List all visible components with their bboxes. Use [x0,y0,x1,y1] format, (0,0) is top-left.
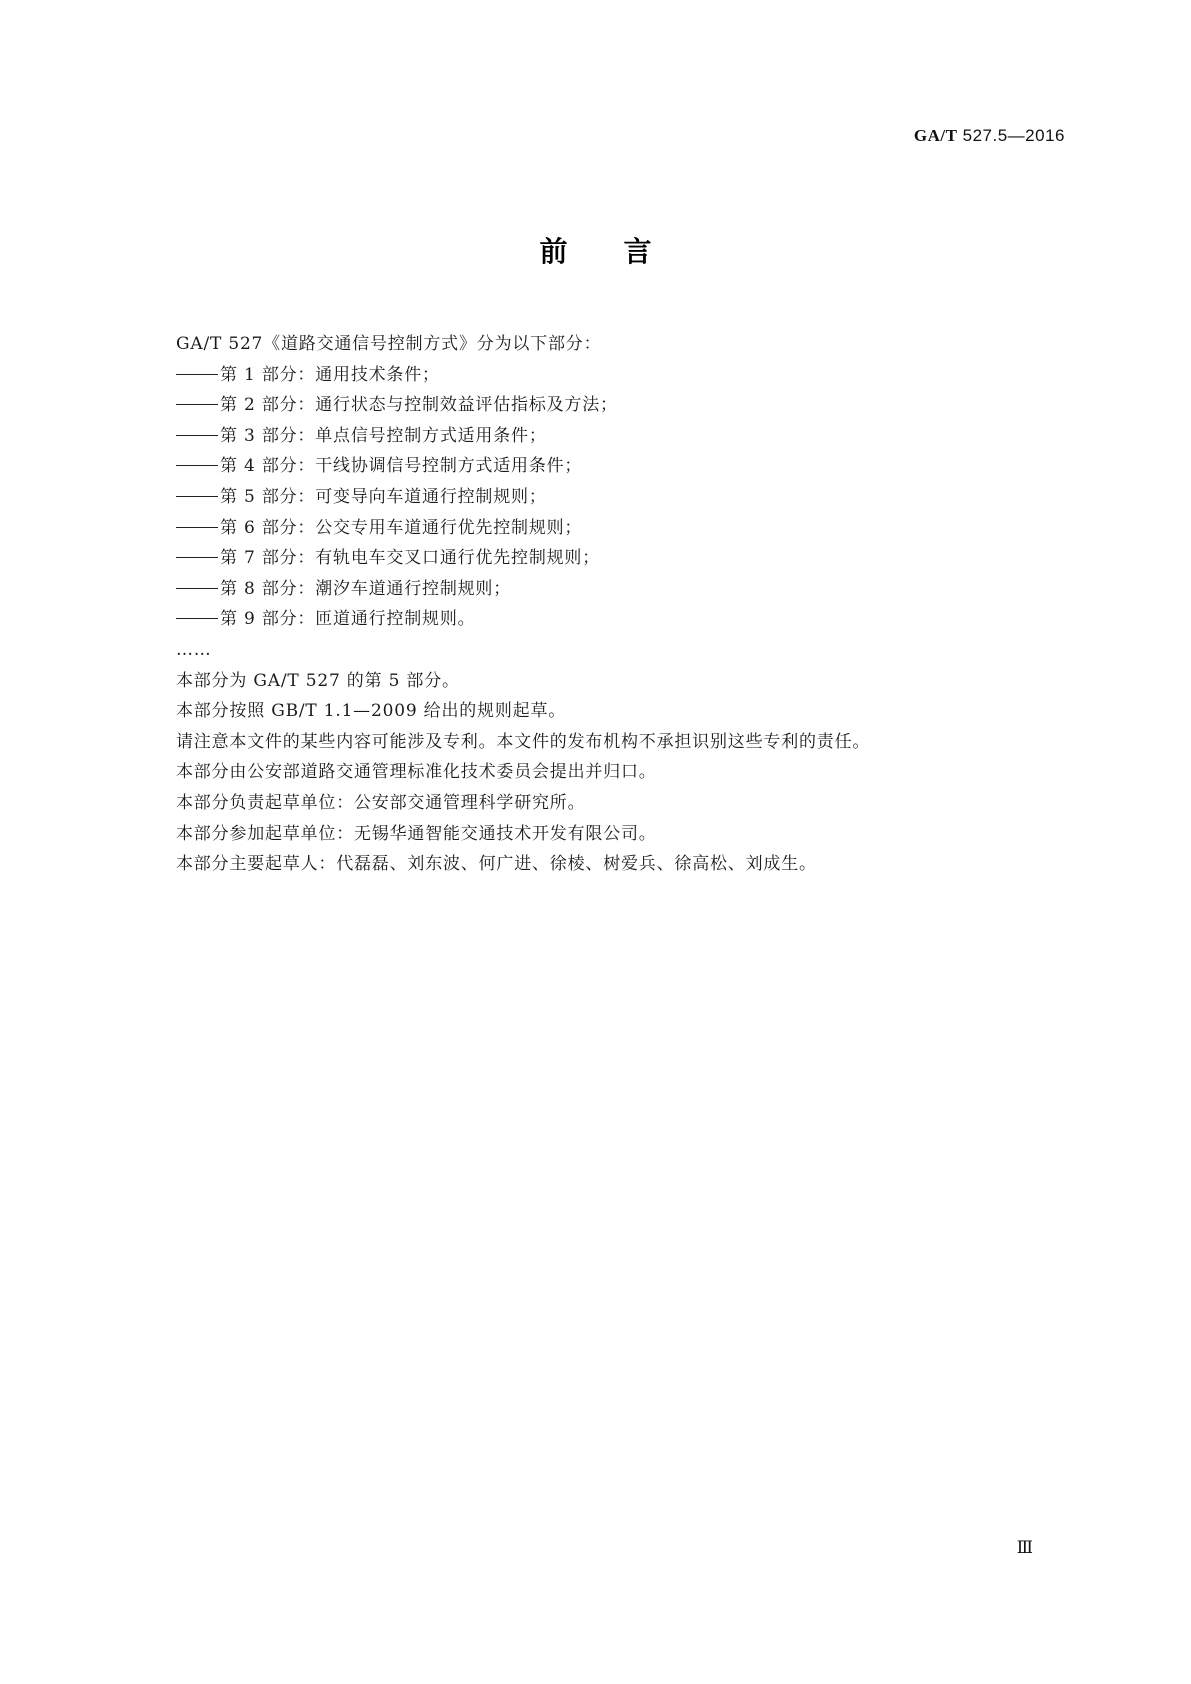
part-text: 第 3 部分：单点信号控制方式适用条件； [220,425,547,446]
ellipsis-line: …… [176,639,212,660]
part-text: 第 4 部分：干线协调信号控制方式适用条件； [220,456,583,477]
title-char-2: 言 [623,235,652,268]
em-dash-marker [176,465,218,466]
part-text: 第 9 部分：匝道通行控制规则。 [220,609,476,630]
title-char-1: 前 [539,235,568,268]
part-text: 第 7 部分：有轨电车交叉口通行优先控制规则； [220,548,601,569]
page-title [0,230,1191,270]
paragraph-line: 本部分由公安部道路交通管理标准化技术委员会提出并归口。 [176,762,657,783]
paragraph-line: 本部分主要起草人：代磊磊、刘东波、何广进、徐棱、树爱兵、徐高松、刘成生。 [176,854,817,875]
em-dash-marker [176,588,218,589]
part-list-item [176,543,1056,574]
intro-line: GA/T 527《道路交通信号控制方式》分为以下部分： [176,334,602,354]
em-dash-marker [176,435,218,436]
part-text: 第 8 部分：潮汐车道通行控制规则； [220,578,512,599]
em-dash-marker [176,404,218,405]
paragraph-line: 本部分负责起草单位：公安部交通管理科学研究所。 [176,792,586,813]
part-list-item [176,604,1056,635]
part-text: 第 6 部分：公交专用车道通行优先控制规则； [220,517,583,538]
foreword-body [176,329,1056,880]
paragraph-line: 请注意本文件的某些内容可能涉及专利。本文件的发布机构不承担识别这些专利的责任。 [176,731,871,752]
part-text: 第 5 部分：可变导向车道通行控制规则； [220,486,547,507]
paragraph-line: 本部分为 GA/T 527 的第 5 部分。 [176,670,460,691]
em-dash-marker [176,527,218,528]
standard-code-prefix: GA/T [913,126,958,145]
paragraph-line: 本部分按照 GB/T 1.1—2009 给出的规则起草。 [176,701,567,722]
standard-code [914,126,1065,146]
part-list-item [176,482,1056,513]
part-list-item [176,513,1056,544]
paragraph-line: 本部分参加起草单位：无锡华通智能交通技术开发有限公司。 [176,823,657,844]
part-list-item [176,421,1056,452]
em-dash-marker [176,557,218,558]
part-list-item [176,451,1056,482]
part-text: 第 1 部分：通用技术条件； [220,364,440,385]
part-list-item [176,390,1056,421]
em-dash-marker [176,374,218,375]
part-text: 第 2 部分：通行状态与控制效益评估指标及方法； [220,395,618,416]
part-list-item [176,360,1056,391]
standard-code-number: 527.5—2016 [957,126,1065,145]
em-dash-marker [176,496,218,497]
page-number: Ⅲ [1016,1538,1033,1557]
part-list-item [176,574,1056,605]
em-dash-marker [176,618,218,619]
